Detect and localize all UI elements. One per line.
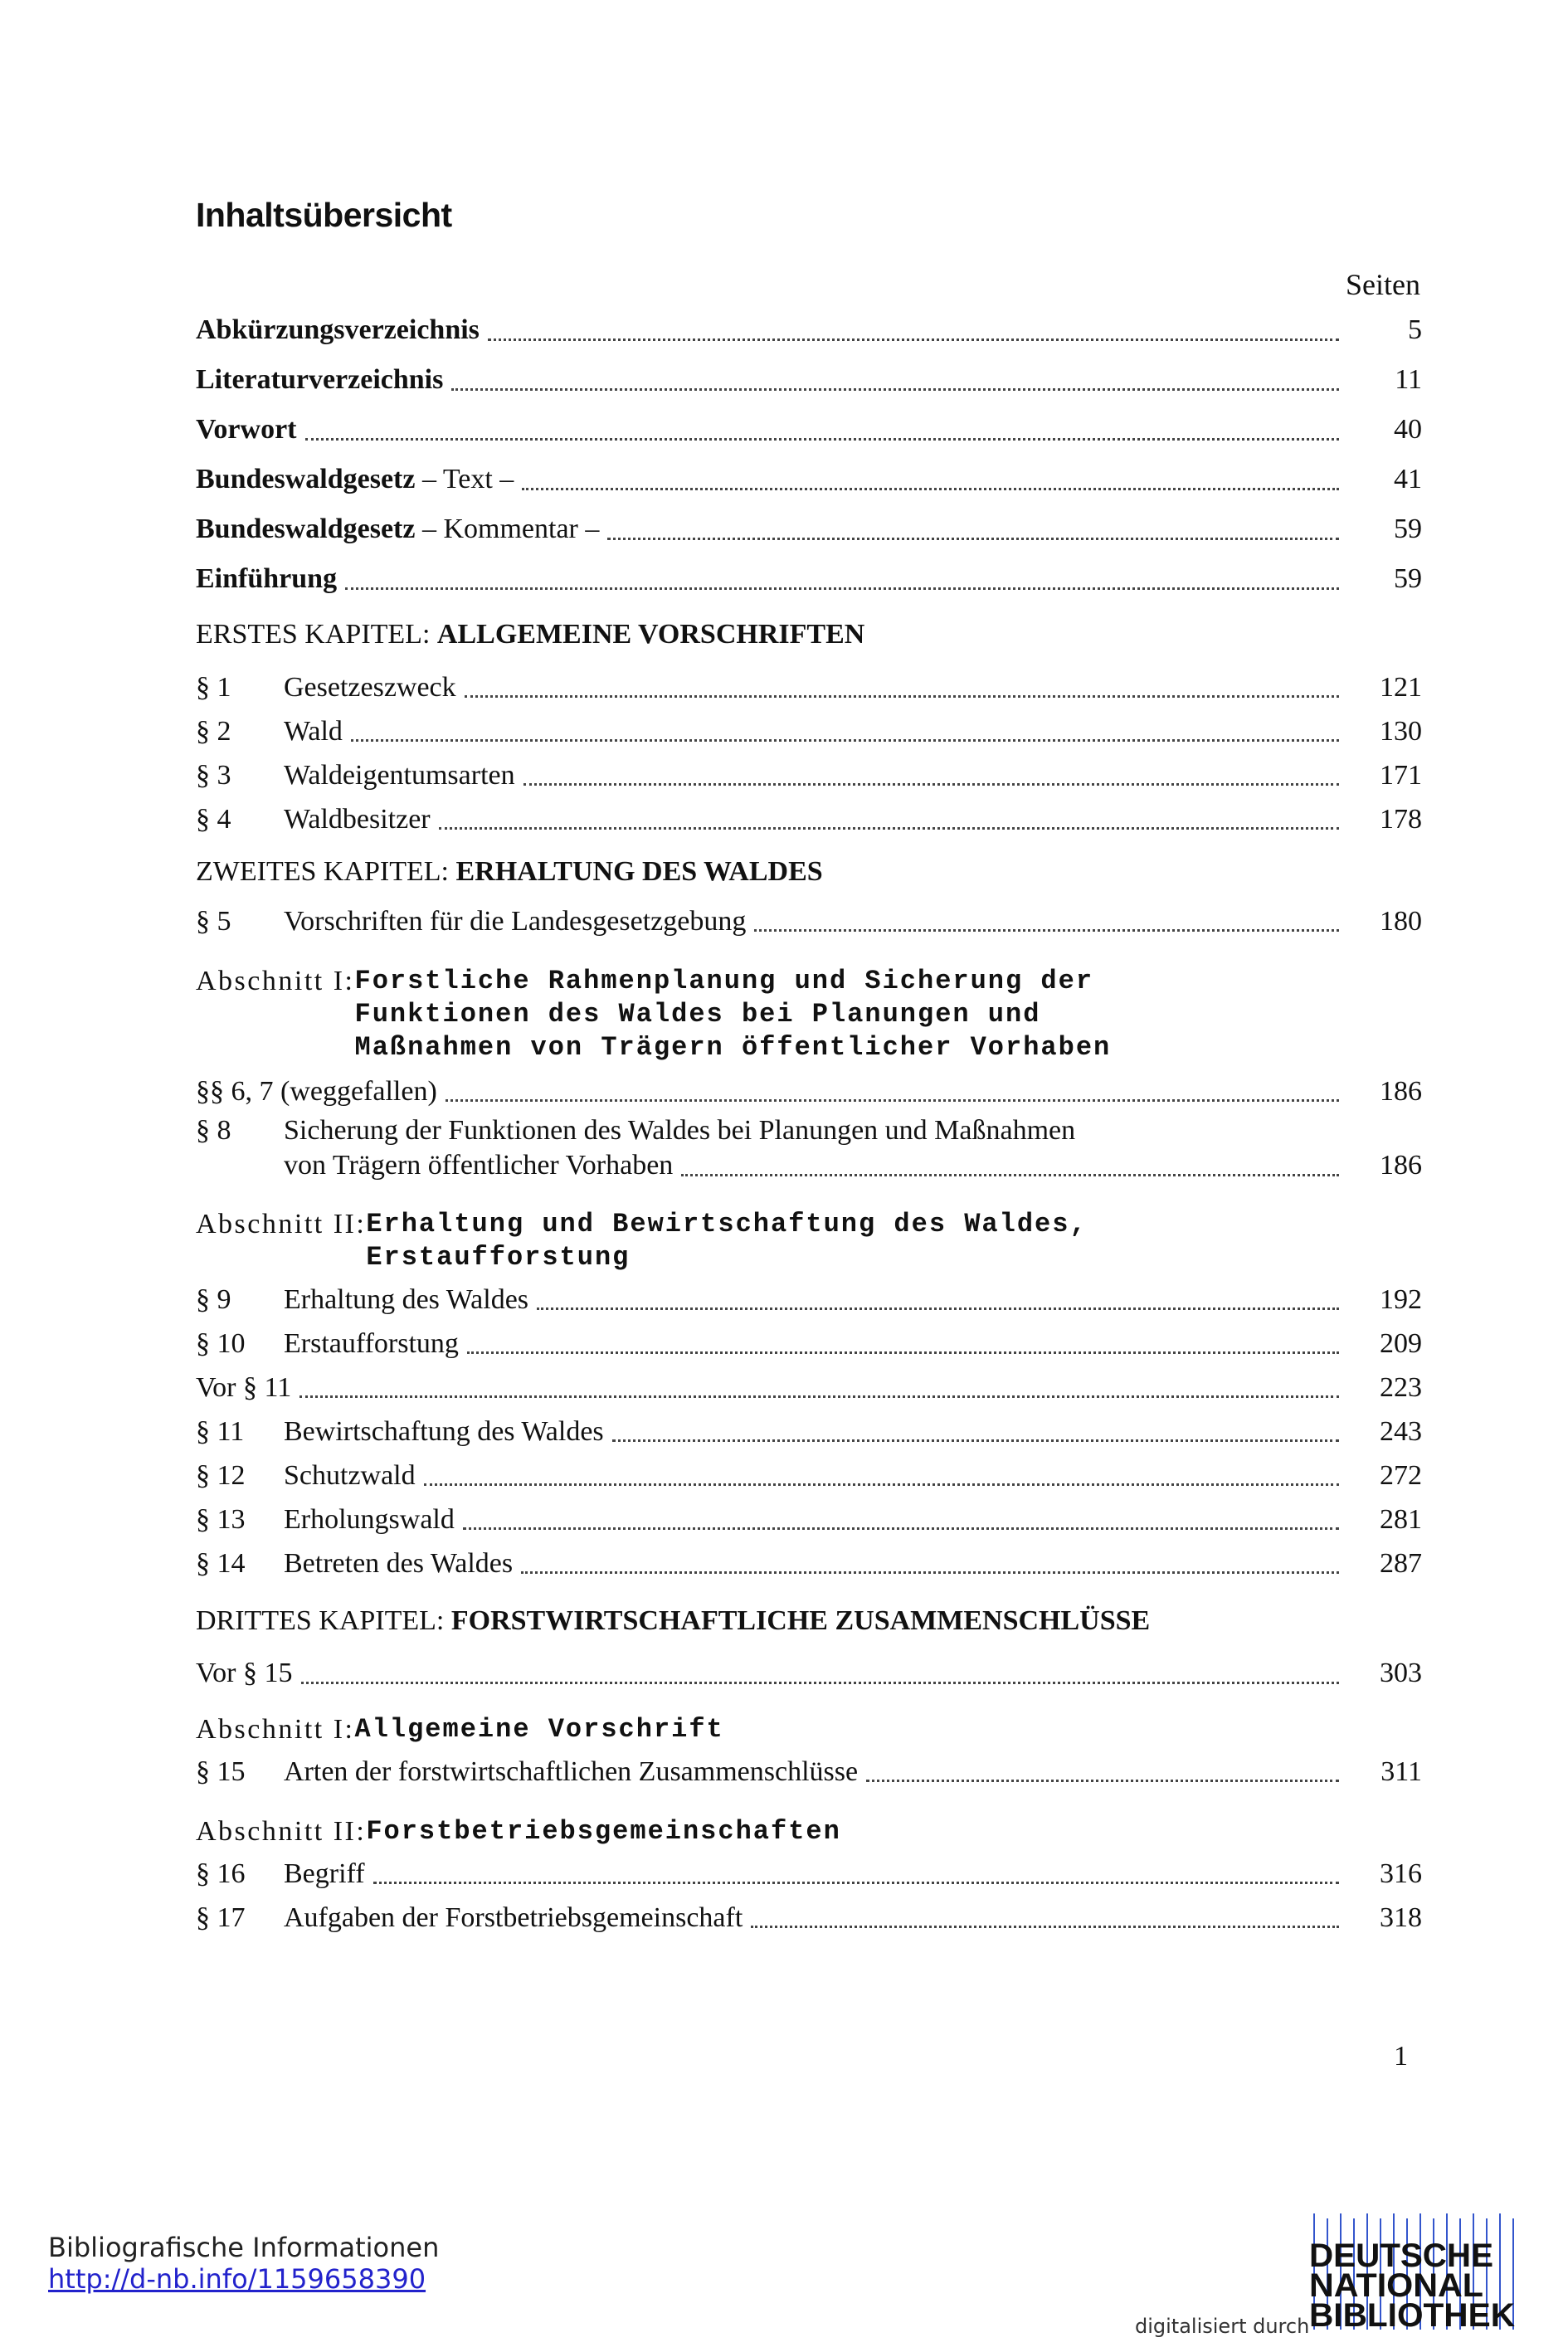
chapter-heading-1 <box>196 604 1422 665</box>
toc-entry-label: Aufgaben der Forstbetriebsgemeinschaft <box>284 1902 743 1933</box>
toc-entry-page: 40 <box>1394 414 1422 445</box>
toc-entry-label: Arten der forstwirtschaftlichen Zusammenschlüsse <box>284 1755 859 1787</box>
section-title-line: Forstliche Rahmenplanung und Sicherung der <box>354 966 1094 996</box>
toc-entry <box>196 1366 1422 1410</box>
dot-leader <box>345 586 1339 590</box>
toc-entry <box>196 1541 1422 1585</box>
dot-leader <box>751 1924 1339 1928</box>
chapter-prefix: ZWEITES KAPITEL: <box>196 856 456 887</box>
dot-leader <box>488 337 1339 341</box>
toc-entry-page: 59 <box>1394 514 1422 544</box>
chapter-title: ERHALTUNG DES WALDES <box>455 856 823 887</box>
toc-entry-label: Bewirtschaftung des Waldes <box>284 1415 604 1447</box>
bibliographic-info-label: Bibliografische Informationen <box>48 2232 440 2263</box>
chapter-title: FORSTWIRTSCHAFTLICHE ZUSAMMENSCHLÜSSE <box>450 1605 1151 1636</box>
dot-leader <box>299 1394 1339 1398</box>
page-number: 1 <box>1394 2041 1408 2072</box>
dot-leader <box>607 536 1339 540</box>
dot-leader <box>351 738 1339 742</box>
toc-entry-gesetz-kommentar <box>196 504 1422 554</box>
toc-entry-label <box>196 513 599 546</box>
section-title <box>366 1208 1087 1274</box>
dnb-logo <box>1309 2213 1517 2330</box>
section-number: Vor § 11 <box>196 1371 292 1403</box>
section-number: §§ 6, 7 (weggefallen) <box>196 1075 437 1107</box>
section-number: § 10 <box>196 1327 246 1359</box>
toc-entry-label: Betreten des Waldes <box>284 1547 514 1579</box>
section-number: § 1 <box>196 671 231 703</box>
toc-entry-page: 41 <box>1394 464 1422 494</box>
section-prefix: Abschnitt I: <box>196 1714 355 1745</box>
section-title-line: Funktionen des Waldes bei Planungen und <box>354 999 1041 1030</box>
toc-entry-page: 186 <box>1380 1150 1422 1181</box>
toc-entry <box>196 1497 1422 1541</box>
section-title-line: Erhaltung und Bewirtschaftung des Waldes, <box>366 1209 1088 1239</box>
toc-entry-label <box>196 463 514 496</box>
toc-entry-label: Vorschriften für die Landesgesetzgebung <box>284 905 747 937</box>
logo-line-3: BIBLIOTHEK <box>1309 2297 1516 2330</box>
toc-entry-page: 178 <box>1380 803 1422 835</box>
section-title <box>354 965 1111 1064</box>
toc-entry-label: Abkürzungsverzeichnis <box>196 314 480 345</box>
dot-leader <box>446 1098 1339 1102</box>
dot-leader <box>523 782 1339 786</box>
toc-entry <box>196 753 1422 797</box>
dot-leader <box>754 928 1339 932</box>
section-number: § 15 <box>196 1755 246 1787</box>
dot-leader <box>681 1174 1339 1176</box>
page-title: Inhaltsübersicht <box>196 196 452 234</box>
section-title: Allgemeine Vorschrift <box>354 1714 724 1745</box>
toc-entry-label: Literaturverzeichnis <box>196 364 444 395</box>
pages-column-label: Seiten <box>1346 268 1420 301</box>
section-title-line: Maßnahmen von Trägern öffentlicher Vorhaben <box>354 1032 1112 1063</box>
chapter-heading-2 <box>196 841 1422 899</box>
toc-entry-label-rest: – Kommentar – <box>415 514 600 544</box>
section-title: Forstbetriebsgemeinschaften <box>366 1816 841 1847</box>
toc-entry <box>196 1896 1422 1940</box>
section-number: § 16 <box>196 1858 246 1889</box>
toc-entry-page: 303 <box>1380 1658 1422 1688</box>
digitized-by-label: digitalisiert durch <box>1135 2315 1310 2338</box>
dot-leader <box>612 1438 1339 1442</box>
toc-entry-body <box>284 1113 1422 1183</box>
toc-entry-label: Gesetzeszweck <box>284 671 456 703</box>
chapter-heading-3 <box>196 1585 1422 1648</box>
section-heading <box>196 1698 1422 1746</box>
toc-entry-page: 243 <box>1380 1415 1422 1447</box>
toc-entry-einfuehrung <box>196 554 1422 604</box>
toc-entry <box>196 1750 1422 1794</box>
chapter-prefix: ERSTES KAPITEL: <box>196 619 437 650</box>
toc-entry-page: 130 <box>1380 715 1422 747</box>
logo-line-2: NATIONAL <box>1309 2267 1483 2304</box>
toc-entry-page: 311 <box>1381 1755 1422 1787</box>
dot-leader <box>521 1570 1339 1574</box>
toc-entry-gesetz-text <box>196 455 1422 504</box>
toc-entry-page: 192 <box>1380 1283 1422 1315</box>
section-number: § 5 <box>196 905 231 937</box>
toc-entry <box>196 797 1422 841</box>
section-title-line: Erstaufforstung <box>366 1242 631 1273</box>
toc-entry-page: 59 <box>1394 563 1422 594</box>
toc-entry-label-rest: – Text – <box>415 464 514 494</box>
dot-leader <box>467 1350 1339 1354</box>
toc-entry-label: Waldbesitzer <box>284 803 431 835</box>
dot-leader <box>866 1778 1339 1782</box>
section-heading <box>196 1183 1422 1274</box>
toc-entry <box>196 899 1422 943</box>
toc-entry <box>196 1852 1422 1896</box>
toc-entry-page: 5 <box>1408 314 1422 345</box>
toc-entry-page: 287 <box>1380 1547 1422 1579</box>
section-number: § 9 <box>196 1283 231 1315</box>
toc-entry-label-line: Sicherung der Funktionen des Waldes bei Planungen und Maßnahmen <box>284 1115 1076 1146</box>
toc-entry-page: 121 <box>1380 671 1422 703</box>
section-number: § 3 <box>196 759 231 791</box>
chapter-title: ALLGEMEINE VORSCHRIFTEN <box>436 619 865 650</box>
toc-entry-page: 318 <box>1380 1902 1422 1933</box>
toc-entry <box>196 1069 1422 1113</box>
section-number: § 14 <box>196 1547 246 1579</box>
dot-leader <box>465 694 1339 698</box>
dot-leader <box>451 387 1339 391</box>
dot-leader <box>424 1482 1339 1486</box>
toc-entry-page: 316 <box>1380 1858 1422 1889</box>
toc-entry-label: Erholungswald <box>284 1503 455 1535</box>
section-number: § 13 <box>196 1503 246 1535</box>
dot-leader <box>522 486 1339 490</box>
toc-entry-label-bold: Bundeswaldgesetz <box>196 464 416 494</box>
section-prefix: Abschnitt I: <box>196 966 355 996</box>
toc-entry-label: Einführung <box>196 563 338 594</box>
section-number: § 2 <box>196 715 231 747</box>
dnb-link[interactable]: http://d-nb.info/1159658390 <box>48 2263 426 2295</box>
logo-line-1: DEUTSCHE <box>1309 2238 1493 2274</box>
toc-entry <box>196 1648 1422 1698</box>
toc-entry-page: 11 <box>1395 364 1422 395</box>
table-of-contents <box>196 264 1422 1940</box>
toc-entry-label: von Trägern öffentlicher Vorhaben <box>284 1150 674 1181</box>
section-number: § 12 <box>196 1459 246 1491</box>
toc-entry-page: 272 <box>1380 1459 1422 1491</box>
section-number: § 17 <box>196 1902 246 1933</box>
section-number: § 4 <box>196 803 231 835</box>
toc-entry-label: Erstaufforstung <box>284 1327 459 1359</box>
toc-entry-label: Vorwort <box>196 414 297 445</box>
toc-entry-page: 186 <box>1380 1075 1422 1107</box>
section-heading <box>196 943 1422 1064</box>
section-number: § 8 <box>196 1115 231 1146</box>
dot-leader <box>373 1880 1339 1884</box>
toc-entry <box>196 1454 1422 1497</box>
toc-entry-multiline <box>196 1113 1422 1183</box>
dot-leader <box>463 1526 1339 1530</box>
toc-entry-label-bold: Bundeswaldgesetz <box>196 514 416 544</box>
dot-leader <box>301 1680 1340 1684</box>
toc-entry-label-line <box>284 1148 1422 1183</box>
toc-entry <box>196 665 1422 709</box>
toc-entry-label: Begriff <box>284 1858 365 1889</box>
toc-entry <box>196 709 1422 753</box>
toc-entry-label: Wald <box>284 715 343 747</box>
toc-entry-label: Erhaltung des Waldes <box>284 1283 529 1315</box>
section-prefix: Abschnitt II: <box>196 1816 367 1847</box>
toc-entry-page: 180 <box>1380 905 1422 937</box>
toc-entry-page: 171 <box>1380 759 1422 791</box>
toc-entry-page: 223 <box>1380 1371 1422 1403</box>
toc-entry-abkuerzungsverzeichnis <box>196 305 1422 355</box>
toc-entry-page: 209 <box>1380 1327 1422 1359</box>
toc-entry-label: Schutzwald <box>284 1459 416 1491</box>
section-prefix: Abschnitt II: <box>196 1209 367 1239</box>
bibliographic-info <box>48 2232 439 2295</box>
section-number: § 11 <box>196 1415 245 1447</box>
toc-entry <box>196 1322 1422 1366</box>
toc-entry-literaturverzeichnis <box>196 355 1422 405</box>
toc-entry-page: 281 <box>1380 1503 1422 1535</box>
dot-leader <box>439 825 1339 830</box>
section-number: Vor § 15 <box>196 1658 293 1688</box>
dot-leader <box>305 436 1340 441</box>
toc-entry-vorwort <box>196 405 1422 455</box>
chapter-prefix: DRITTES KAPITEL: <box>196 1605 451 1636</box>
toc-entry <box>196 1278 1422 1322</box>
dot-leader <box>537 1306 1339 1310</box>
section-heading <box>196 1794 1422 1848</box>
toc-entry <box>196 1410 1422 1454</box>
toc-entry-label: Waldeigentumsarten <box>284 759 515 791</box>
